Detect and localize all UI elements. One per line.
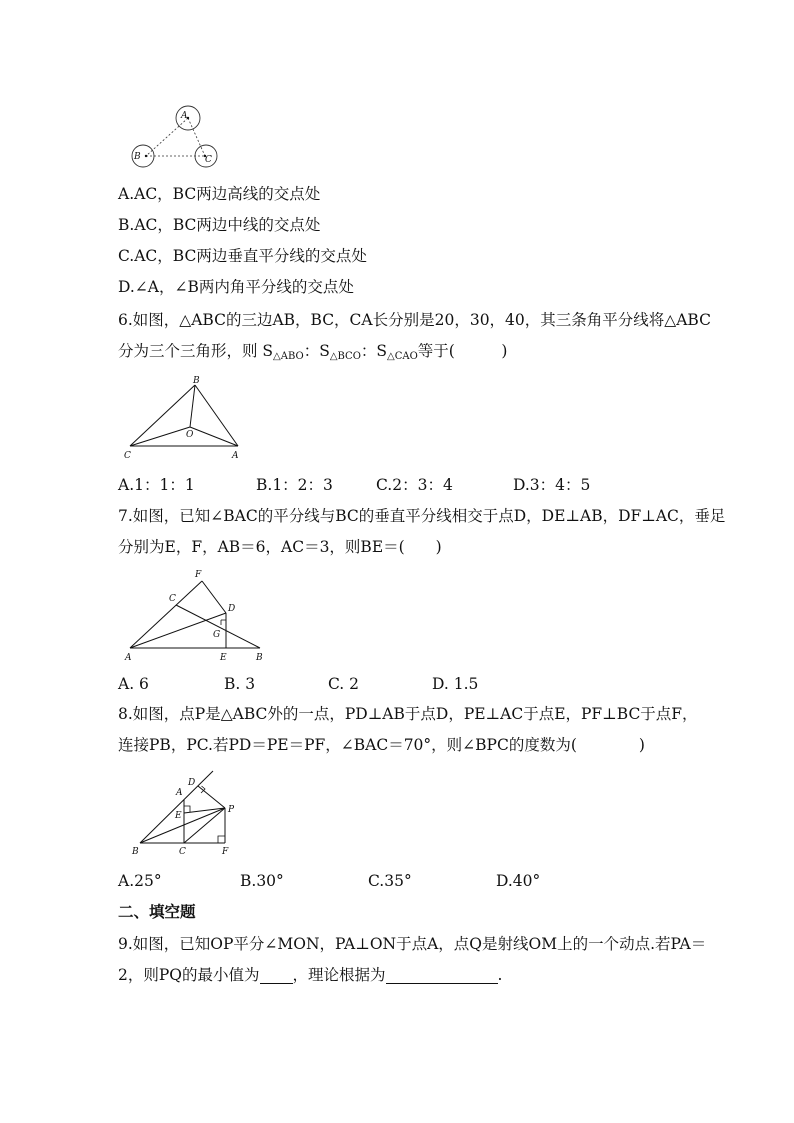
label-a: A bbox=[232, 451, 239, 461]
q9-stem-line1: 9.如图，已知OP平分∠MON，PA⊥ON于点A，点Q是射线OM上的一个动点.若PA＝ bbox=[118, 935, 707, 953]
label-c: C bbox=[169, 594, 176, 604]
q8-stem-line2: 连接PB，PC.若PD＝PE＝PF，∠BAC＝70°，则∠BPC的度数为( ) bbox=[118, 736, 645, 754]
q7-option-d: D. 1.5 bbox=[432, 675, 479, 693]
q6-stem-line1: 6.如图，△ABC的三边AB，BC，CA长分别是20，30，40，其三条角平分线将△ABC bbox=[118, 311, 711, 329]
label-d: D bbox=[188, 778, 196, 788]
label-g: G bbox=[213, 630, 221, 640]
label-p: P bbox=[228, 805, 235, 815]
q7-figure bbox=[120, 565, 270, 663]
label-d: D bbox=[228, 604, 236, 614]
answer-blank-2[interactable] bbox=[386, 967, 498, 984]
q6-option-b: B.1：2：3 bbox=[256, 476, 333, 494]
label-o: O bbox=[186, 430, 194, 440]
q8-stem-line1: 8.如图，点P是△ABC外的一点，PD⊥AB于点D，PE⊥AC于点E，PF⊥BC于点F， bbox=[118, 705, 698, 723]
q6-stem-line2: 分为三个三角形，则 $S_{\triangle ABO}$：$S_{\triangle BCO}$：$S_{\triangle CAO}$等于( ) bbox=[118, 342, 508, 362]
q5-option-d: D.∠A，∠B两内角平分线的交点处 bbox=[118, 278, 354, 296]
q6-option-c: C.2：3：4 bbox=[376, 476, 453, 494]
q7-stem-line1: 7.如图，已知∠BAC的平分线与BC的垂直平分线相交于点D，DE⊥AB，DF⊥AC，垂足 bbox=[118, 507, 726, 525]
q7-option-b: B. 3 bbox=[224, 675, 256, 693]
q5-option-b: B.AC，BC两边中线的交点处 bbox=[118, 216, 321, 234]
q6-option-d: D.3：4：5 bbox=[513, 476, 591, 494]
q8-figure bbox=[125, 765, 245, 860]
answer-blank-1[interactable] bbox=[260, 967, 293, 984]
q6-option-a: A.1：1：1 bbox=[118, 476, 195, 494]
label-a: A bbox=[176, 788, 183, 798]
label-e: E bbox=[220, 653, 227, 663]
label-c: C bbox=[179, 847, 186, 857]
label-a: A bbox=[125, 653, 132, 663]
q5-figure bbox=[125, 103, 220, 171]
section-heading: 二、填空题 bbox=[118, 903, 196, 921]
q8-option-d: D.40° bbox=[496, 872, 541, 890]
label-c: C bbox=[205, 155, 212, 165]
label-f: F bbox=[222, 847, 229, 857]
label-b: B bbox=[193, 376, 200, 386]
q5-option-c: C.AC，BC两边垂直平分线的交点处 bbox=[118, 247, 367, 265]
q8-option-a: A.25° bbox=[118, 872, 162, 890]
q7-stem-line2: 分别为E，F，AB＝6，AC＝3，则BE＝( ) bbox=[118, 538, 442, 556]
q8-option-c: C.35° bbox=[368, 872, 412, 890]
label-b: B bbox=[132, 847, 139, 857]
q7-option-c: C. 2 bbox=[328, 675, 360, 693]
q8-option-b: B.30° bbox=[240, 872, 284, 890]
q5-option-a: A.AC，BC两边高线的交点处 bbox=[118, 185, 321, 203]
label-b: B bbox=[256, 653, 263, 663]
label-b: B bbox=[134, 152, 141, 162]
q6-figure bbox=[120, 372, 250, 464]
q9-stem-line2: 2，则PQ的最小值为 ，理论根据为 . bbox=[118, 966, 503, 984]
q7-option-a: A. 6 bbox=[118, 675, 149, 693]
label-c: C bbox=[124, 451, 131, 461]
label-a: A bbox=[181, 111, 188, 121]
label-e: E bbox=[175, 811, 182, 821]
label-f: F bbox=[195, 570, 202, 580]
